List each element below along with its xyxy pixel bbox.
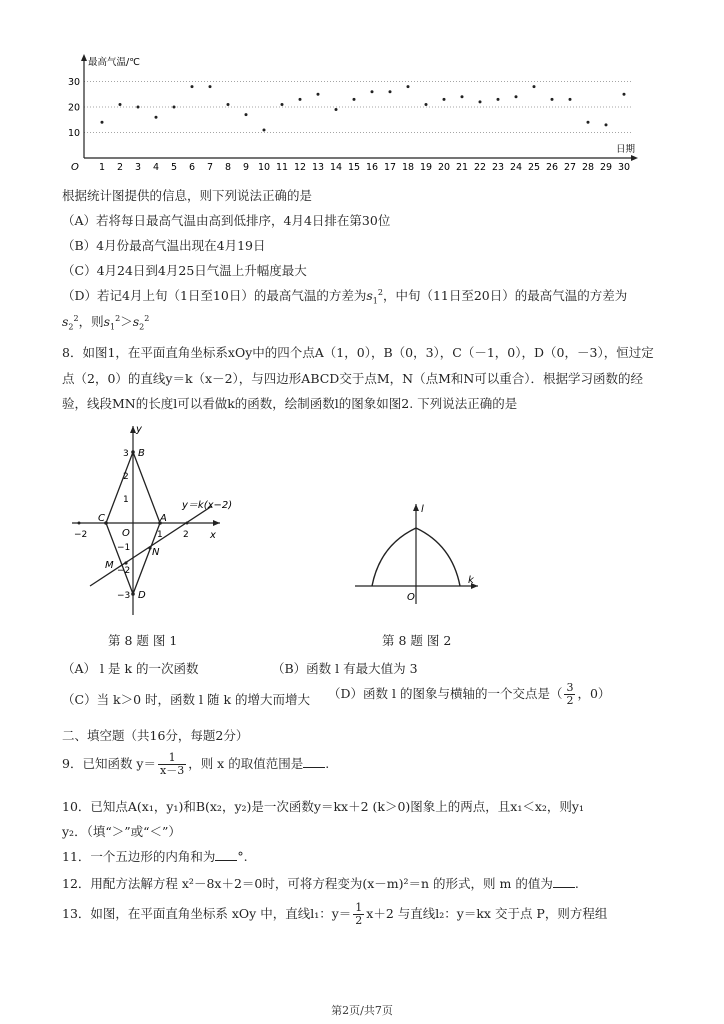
data-point-10 [263, 128, 266, 131]
fig2-origin: O [407, 592, 415, 603]
fig1-origin: O [122, 528, 130, 539]
y-tick-label-30: 30 [68, 77, 81, 88]
data-point-1 [101, 121, 104, 124]
q8-stem-line1: 8．如图1，在平面直角坐标系xOy中的四个点A（1，0），B（0，3），C（－1，0），D（0，－3），恒过定 [62, 345, 654, 360]
fig2-k-label: k [468, 575, 474, 586]
q11: 11．一个五边形的内角和为 °. [62, 849, 248, 864]
x-tick-label-25: 25 [527, 162, 541, 173]
data-point-18 [407, 85, 410, 88]
x-tick-label-6: 6 [188, 162, 196, 173]
fig1-ytick-1: 1 [123, 495, 129, 505]
x-tick-label-13: 13 [311, 162, 325, 173]
figure2-function-graph [350, 500, 490, 610]
q8-stem-line2: 点（2，0）的直线y＝k（x－2），与四边形ABCD交于点M，N（点M和N可以重合）．根据学习函数的经 [62, 371, 644, 386]
data-point-12 [299, 98, 302, 101]
x-tick-label-15: 15 [347, 162, 361, 173]
x-tick-label-7: 7 [206, 162, 214, 173]
q11-answer-blank[interactable] [215, 850, 237, 861]
fig1-point-c: C [98, 513, 105, 524]
figure1-quadrilateral [70, 420, 280, 620]
x-tick-label-26: 26 [545, 162, 559, 173]
fig1-x-label: x [210, 530, 216, 541]
x-tick-label-28: 28 [581, 162, 595, 173]
q8-option-a: （A） l 是 k 的一次函数 [62, 661, 199, 676]
fig1-point-m: M [105, 560, 114, 571]
q8-option-b: （B）函数 l 有最大值为 3 [272, 661, 418, 676]
x-tick-label-2: 2 [116, 162, 124, 173]
data-point-13 [317, 93, 320, 96]
data-point-25 [533, 85, 536, 88]
fig1-xtick-2: 2 [183, 530, 189, 540]
data-point-14 [335, 108, 338, 111]
x-tick-label-5: 5 [170, 162, 178, 173]
q7-stem: 根据统计图提供的信息，则下列说法正确的是 [62, 188, 313, 203]
x-tick-label-30: 30 [617, 162, 631, 173]
y-axis-label: 最高气温/℃ [88, 57, 140, 68]
fig2-l-label: l [421, 504, 424, 515]
fig1-point-d: D [138, 590, 146, 601]
data-point-2 [119, 103, 122, 106]
data-point-4 [155, 116, 158, 119]
x-tick-label-22: 22 [473, 162, 487, 173]
x-tick-label-17: 17 [383, 162, 397, 173]
data-point-17 [389, 90, 392, 93]
data-point-3 [137, 106, 140, 109]
data-point-19 [425, 103, 428, 106]
data-point-8 [227, 103, 230, 106]
data-point-16 [371, 90, 374, 93]
q7-option-d: （D）若记4月上旬（1日至10日）的最高气温的方差为$s_1^2$，中旬（11日至20日）的最高气温的方差为 [62, 287, 628, 306]
data-point-27 [569, 98, 572, 101]
data-point-29 [605, 123, 608, 126]
x-tick-label-21: 21 [455, 162, 469, 173]
data-point-24 [515, 95, 518, 98]
x-tick-label-3: 3 [134, 162, 142, 173]
data-point-23 [497, 98, 500, 101]
data-point-5 [173, 106, 176, 109]
fig1-xtick-1: 1 [157, 530, 163, 540]
q10-line2: y₂．（填“＞”或“＜”） [62, 824, 181, 839]
q7-option-a: （A）若将每日最高气温由高到低排序，4月4日排在第30位 [62, 213, 391, 228]
x-tick-label-10: 10 [257, 162, 271, 173]
origin-label: O [71, 162, 79, 173]
figure1-caption: 第 8 题 图 1 [108, 633, 178, 648]
data-point-30 [623, 93, 626, 96]
fig1-y-label: y [136, 424, 142, 435]
x-tick-label-12: 12 [293, 162, 307, 173]
q13: 13．如图，在平面直角坐标系 xOy 中，直线l₁：y＝ $\frac{1}{2}$ x＋2 与直线l₂：y＝kx 交于点 P，则方程组 [62, 901, 608, 927]
figure2-caption: 第 8 题 图 2 [382, 633, 452, 648]
x-axis-label: 日期 [616, 144, 636, 155]
fig1-ytick-3: 3 [123, 449, 129, 459]
x-tick-label-8: 8 [224, 162, 232, 173]
y-axis-arrow [81, 54, 87, 61]
data-point-28 [587, 121, 590, 124]
fig1-xtick-neg2: −2 [74, 530, 88, 540]
data-point-26 [551, 98, 554, 101]
fig1-ytick-neg3: −3 [117, 591, 131, 601]
q7-option-d-cont: $s_2^2$，则$s_1^2>s_2^2$ [62, 313, 150, 332]
temperature-scatter-chart [62, 52, 642, 182]
data-point-15 [353, 98, 356, 101]
y-tick-label-20: 20 [68, 102, 81, 114]
q8-option-c: （C）当 k＞0 时，函数 l 随 k 的增大而增大 [62, 692, 311, 707]
x-tick-label-29: 29 [599, 162, 613, 173]
q8-stem-line3: 验，线段MN的长度l可以看做k的函数，绘制函数l的图象如图2. 下列说法正确的是 [62, 396, 518, 411]
data-point-9 [245, 113, 248, 116]
data-point-22 [479, 100, 482, 103]
q7-option-c: （C）4月24日到4月25日气温上升幅度最大 [62, 263, 307, 278]
x-tick-label-24: 24 [509, 162, 523, 173]
data-point-20 [443, 98, 446, 101]
x-axis-arrow [631, 155, 638, 161]
q7-option-b: （B）4月份最高气温出现在4月19日 [62, 238, 266, 253]
q12-answer-blank[interactable] [553, 877, 575, 888]
x-tick-label-14: 14 [329, 162, 343, 173]
section2-title: 二、填空题（共16分，每题2分） [62, 728, 249, 743]
page-footer: 第2页/共7页 [331, 1004, 393, 1017]
x-tick-label-1: 1 [98, 162, 106, 173]
x-tick-label-20: 20 [437, 162, 451, 173]
fig1-point-b: B [138, 448, 145, 459]
x-tick-label-19: 19 [419, 162, 433, 173]
fig1-point-a: A [160, 513, 167, 524]
x-tick-label-18: 18 [401, 162, 415, 173]
q10-line1: 10．已知点A(x₁，y₁)和B(x₂，y₂)是一次函数y＝kx＋2 (k＞0)图象上的两点，且x₁＜x₂，则y₁ [62, 799, 584, 814]
x-tick-label-9: 9 [242, 162, 250, 173]
x-tick-label-11: 11 [275, 162, 289, 173]
data-point-6 [191, 85, 194, 88]
q8-option-d: （D）函数 l 的图象与横轴的一个交点是（ $\frac{3}{2}$ ，0） [328, 681, 611, 707]
fig1-line-equation: y＝k(x−2) [182, 500, 233, 511]
q9: 9．已知函数 y＝ $\frac{1}{x-3}$ ，则 x 的取值范围是 . [62, 751, 330, 777]
data-point-21 [461, 95, 464, 98]
x-tick-label-4: 4 [152, 162, 160, 173]
y-tick-label-10: 10 [68, 128, 81, 139]
x-tick-label-16: 16 [365, 162, 379, 173]
x-tick-label-27: 27 [563, 162, 577, 173]
fig1-ytick-neg2: −2 [117, 566, 131, 576]
x-tick-label-23: 23 [491, 162, 505, 173]
data-point-7 [209, 85, 212, 88]
fig1-point-n: N [152, 547, 160, 558]
fig1-ytick-neg1: −1 [117, 543, 131, 553]
q12: 12．用配方法解方程 x²－8x＋2＝0时，可将方程变为(x－m)²＝n 的形式，则 m 的值为 . [62, 876, 579, 891]
fig1-ytick-2: 2 [123, 472, 129, 482]
q9-answer-blank[interactable] [303, 757, 325, 768]
data-point-11 [281, 103, 284, 106]
